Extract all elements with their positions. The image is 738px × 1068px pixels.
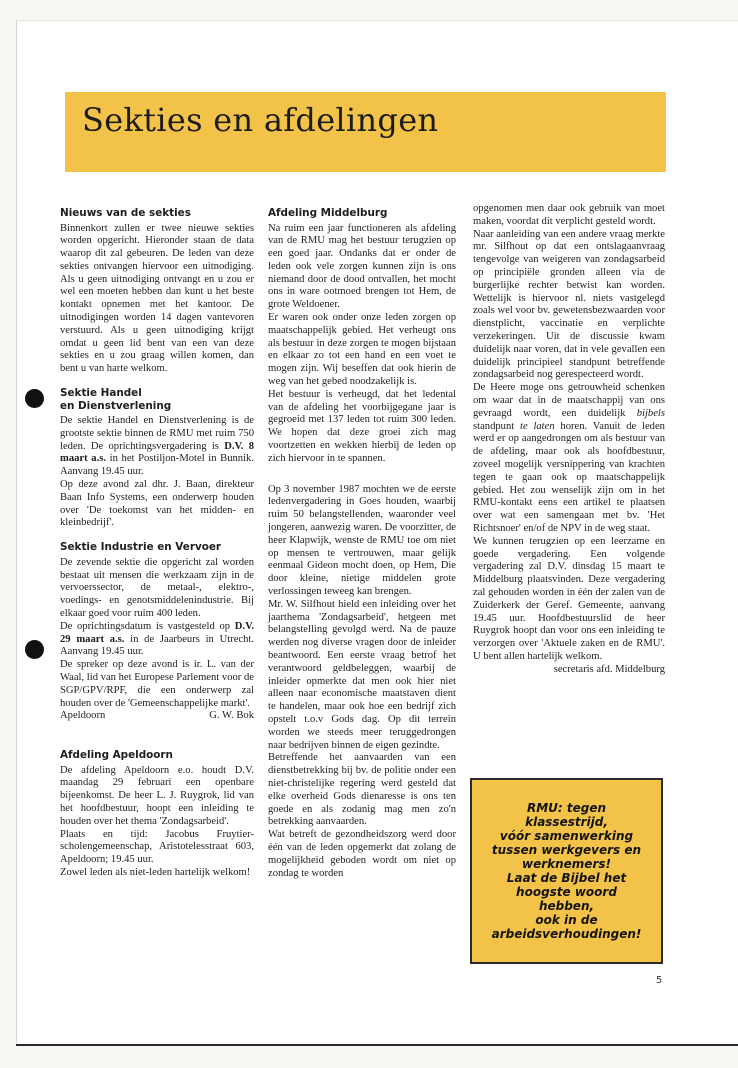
slogan-line: arbeidsverhoudingen! (491, 927, 642, 941)
page-number: 5 (656, 975, 663, 986)
binder-hole-top (25, 389, 44, 408)
paragraph: Op deze avond zal dhr. J. Baan, direkteur Baan Info Systems, een onderwerp houden over 'De toekomst van het midden- en kleinbedrijf'. (60, 479, 254, 529)
text-run: in het Postiljon-Motel in Bunnik. Aanvang 19.45 uur. (60, 453, 254, 478)
section-heading-middelburg: Afdeling Middelburg (268, 207, 388, 219)
paragraph: Op 3 november 1987 mochten we de eerste ledenvergadering in Goes houden, waarbij ruim 50 belangstellenden, waaronder veel jongeren, aanwezig waren. De voorzitter, de heer Klapwijk, wenste de RMU toe om niet op mensen te vertrouwen, maar gelijk eenmaal Gideon mocht doen, op Hem, Die door kleine, nietige middelen grote verlossingen teweeg kan brengen. (268, 483, 456, 598)
slogan-line: tussen werkgevers en (491, 843, 642, 857)
paragraph (60, 621, 254, 659)
paragraph: Plaats en tijd: Jacobus Fruytier-scholengemeenschap, Aristotelesstraat 603, Apeldoorn; 19.45 uur. (60, 828, 254, 866)
slogan-line: RMU: tegen (526, 801, 607, 815)
signature-line (60, 710, 254, 723)
paragraph: Betreffende het aanvaarden van een dienstbetrekking bij bv. de politie onder een niet-christelijke regering werd gesteld dat elke overheid Gods dienaresse is ons ten goede en als zodanig mag men zo'n betrekking aanvaarden. (268, 752, 456, 828)
paragraph: Na ruim een jaar functioneren als afdeling van de RMU mag het bestuur terugzien op een goed jaar. Ondanks dat er onder de leden ook vele zorgen kunnen zijn is ons niemand door de dood ontvallen, het mocht ons in ware ootmoed brengen tot Hem, de grote Weldoener. (268, 222, 456, 311)
signature: secretaris afd. Middelburg (553, 663, 665, 675)
place: Apeldoorn (60, 710, 106, 722)
title-banner (65, 92, 666, 172)
bottom-rule (16, 1044, 738, 1046)
text-run: De sektie Handel en Dienstverlening is de grootste sektie binnen de RMU met ruim 750 leden. De oprichtingsvergadering is (60, 415, 254, 452)
paragraph: De spreker op deze avond is ir. L. van der Waal, lid van het Europese Parlement voor de SGP/GPV/RPF, die een onderwerp zal houden over de 'Gemeenschappelijke markt'. (60, 659, 254, 709)
text-run: in de Jaarbeurs in Utrecht. Aanvang 19.45 uur. (60, 633, 254, 658)
date-emphasis: D.V. 8 maart a.s. (60, 440, 254, 465)
page-title: Sekties en afdelingen (82, 101, 439, 139)
paragraph: We kunnen terugzien op een leerzame en goede vergadering. Een volgende vergadering zal D.V. dinsdag 15 maart te Middelburg plaatsvinden. Deze vergadering zal gehouden worden in één der zalen van de Zuiderkerk der Geref. Gemeente, aanvang 19.45 uur. Hoofdbestuurslid de heer Ruygrok hoopt dan voor ons een inleiding te verzorgen over 'Aktuele zaken en de RMU'. U bent allen hartelijk welkom. (473, 535, 665, 662)
paragraph: Er waren ook onder onze leden zorgen op maatschappelijk gebied. Het verheugt ons als bestuur in deze zorgen te mogen bijstaan en elkaar zo tot een hand en een voet te mogen zijn. Wij beseffen dat ook hierin de weg van het gebed noodzakelijk is. (268, 312, 456, 388)
paragraph (60, 415, 254, 479)
column-right (473, 203, 665, 676)
section-heading-nieuws: Nieuws van de sekties (60, 207, 191, 219)
slogan-line: werknemers! (522, 857, 611, 871)
binder-hole-bottom (25, 640, 44, 659)
paragraph: Het bestuur is verheugd, dat het ledental van de afdeling het voorbijgegane jaar is gegroeid met 137 leden tot ruim 300 leden. We hopen dat deze groei zich mag voortzetten en wekken hierbij de leden op zich hiervoor in te spannen. (268, 388, 456, 464)
date-emphasis: D.V. 29 maart a.s. (60, 620, 254, 645)
text-run: standpunt (473, 420, 520, 432)
slogan-box (470, 778, 663, 964)
slogan-line: hoogste woord (516, 885, 617, 899)
italic-run: te laten (520, 420, 555, 432)
paragraph: Wat betreft de gezondheidszorg werd door één van de leden opgemerkt dat zolang de mogelijkheid geboden wordt om niet op zondag te worden (268, 829, 456, 879)
italic-run: bijbels (636, 407, 665, 419)
paragraph: Mr. W. Silfhout hield een inleiding over het jaarthema 'Zondagsarbeid', hetgeen met belangstelling gevolgd werd. Na de pauze werden nog diverse vragen door de inleider beantwoord. Een eerste vraag betrof het verantwoord geldbeleggen, waarbij de inleider opmerkte dat men ook hier niet alleen naar economische maatstaven dient te handelen, maar ook hoe een bedrijf zich opstelt t.o.v Gods dag. Op dit terrein worden we steeds meer teruggedrongen naar bedrijven binnen de eigen gezindte. (268, 598, 456, 751)
text-run: De Heere moge ons getrouwheid schenken om waar dat in de maatschappij van ons gevraagd wordt, een duidelijk (473, 382, 665, 419)
section-heading-handel (60, 387, 254, 412)
section-heading-apeldoorn: Afdeling Apeldoorn (60, 749, 173, 762)
paragraph (473, 382, 665, 536)
slogan-line: hebben, (538, 899, 595, 913)
slogan-line: klassestrijd, (525, 815, 608, 829)
author: G. W. Bok (209, 710, 254, 722)
paragraph: Binnenkort zullen er twee nieuwe sekties worden opgericht. Hieronder staan de data waarop dit zal gebeuren. De leden van deze sekties ontvangen hiervoor een uitnodiging. Als u geen uitnodiging ontvangt en u zou er wel een moeten hebben dan kunt u het beste kontakt opnemen met het kantoor. De uitnodigingen worden 14 dagen vantevoren verstuurd. Als u geen uitnodiging krijgt omdat u geen lid bent van een van deze sekties en u zou graag willen komen, dan bent u van harte welkom. (60, 222, 254, 375)
heading-line: Sektie Handel (60, 387, 142, 400)
paragraph: De afdeling Apeldoorn e.o. houdt D.V. maandag 29 februari een openbare bijeenkomst. De heer L. J. Ruygrok, lid van het hoofdbestuur, hoopt een inleiding te houden over het thema 'Zondagsarbeid'. (60, 764, 254, 827)
slogan-line: vóór samenwerking (499, 829, 634, 843)
column-middle (268, 207, 456, 880)
slogan-line: Laat de Bijbel het (506, 871, 627, 885)
paragraph: De zevende sektie die opgericht zal worden bestaat uit mensen die werkzaam zijn in de vervoerssector, de metaal-, elektro-, voedings- en genotsmiddelenindustrie. Bij elkaar goed voor ruim 400 leden. (60, 556, 254, 619)
slogan-line: ook in de (535, 913, 598, 927)
paragraph: Zowel leden als niet-leden hartelijk welkom! (60, 866, 251, 878)
text-run: De oprichtingsdatum is vastgesteld op (60, 620, 235, 632)
slogan-text (492, 801, 642, 941)
heading-line: en Dienstverlening (60, 399, 172, 412)
section-heading-industrie: Sektie Industrie en Vervoer (60, 541, 222, 554)
paragraph: Naar aanleiding van een andere vraag merkte mr. Silfhout op dat een ontslagaanvraag tengevolge van weigeren van zondagsarbeid op principiële gronden alleen via de burgerlijke rechter betwist kan worden. Wettelijk is hiervoor nl. niets vastgelegd zoals wel voor bv. gewetensbezwaarden voor dienstplicht, vaccinatie en verplichte verzekeringen. Uit de discussie kwam duidelijk naar voren, dat in vele gevallen een duidelijk principieel standpunt betreffende zondagsarbeid nog gerespecteerd wordt. (473, 228, 665, 381)
paragraph: opgenomen men daar ook gebruik van moet maken, voordat dit verplicht gesteld wordt. (473, 203, 665, 227)
text-run: horen. Vanuit de leden werd er op aangedrongen om als bestuur van de afdeling, maar ook als hoofdbestuur, zoveel mogelijk versnippering van krachten tegen te gaan ook op maatschappelijk gebied. Het zou wenselijk zijn om in het RMU-kontakt eens een artikel te plaatsen over wat een samengaan met bv. 'Het Richtsnoer' en/of de NPV in de weg staat. (473, 420, 665, 534)
column-left (60, 207, 254, 880)
